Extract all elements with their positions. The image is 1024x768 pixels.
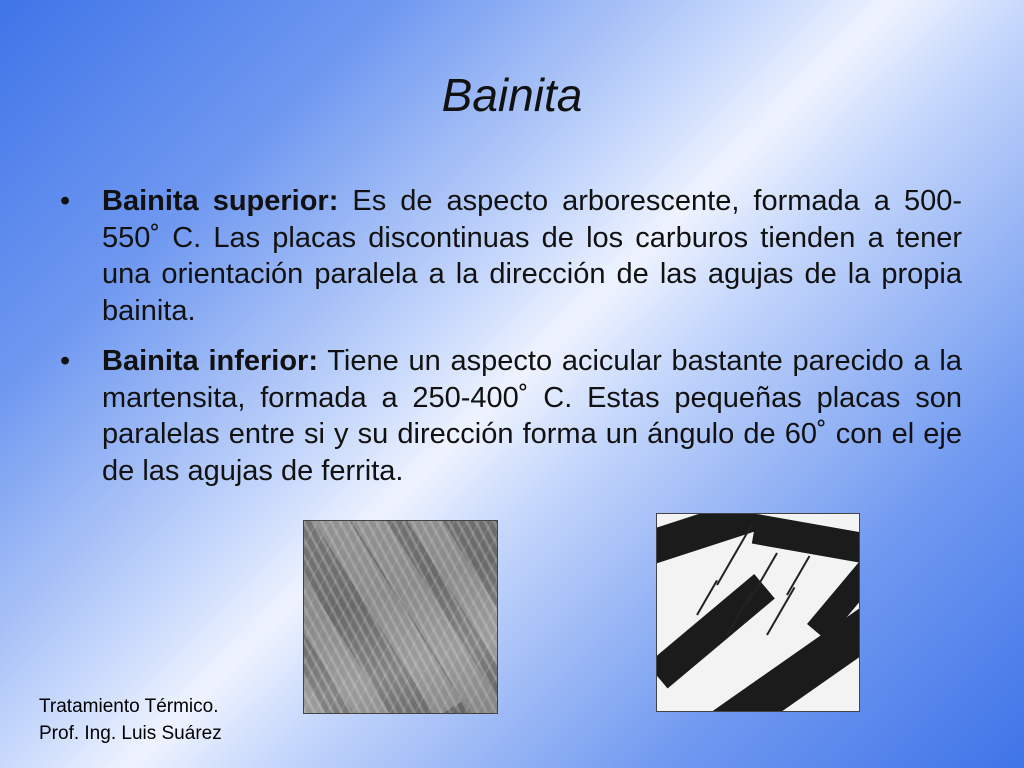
bullet-text: Tiene un aspecto acicular bastante parecido a la martensita, formada a 250-400˚ C. Estas pequeñas placas son paralelas entre si y su dirección forma un ángulo de 60˚ con el eje de las agujas de ferrita. bbox=[102, 345, 962, 487]
bullet-marker: • bbox=[60, 185, 71, 217]
lower-bainite-micrograph bbox=[656, 513, 860, 712]
footer-author: Prof. Ing. Luis Suárez bbox=[39, 723, 222, 744]
bullet-heading: Bainita inferior: bbox=[102, 345, 319, 377]
bullet-lower-bainite bbox=[60, 343, 962, 489]
upper-bainite-micrograph bbox=[303, 520, 498, 714]
footer-course: Tratamiento Térmico. bbox=[39, 696, 219, 717]
bullet-text: Es de aspecto arborescente, formada a 500-550˚ C. Las placas discontinuas de los carburos tienden a tener una orientación paralela a la dirección de las agujas de la propia bainita. bbox=[102, 185, 962, 327]
bullet-heading: Bainita superior: bbox=[102, 185, 339, 217]
bullet-list bbox=[60, 183, 962, 503]
slide-title: Bainita bbox=[441, 69, 583, 121]
bullet-upper-bainite bbox=[60, 183, 962, 329]
bullet-marker: • bbox=[60, 345, 71, 377]
footer-credit bbox=[39, 693, 222, 747]
